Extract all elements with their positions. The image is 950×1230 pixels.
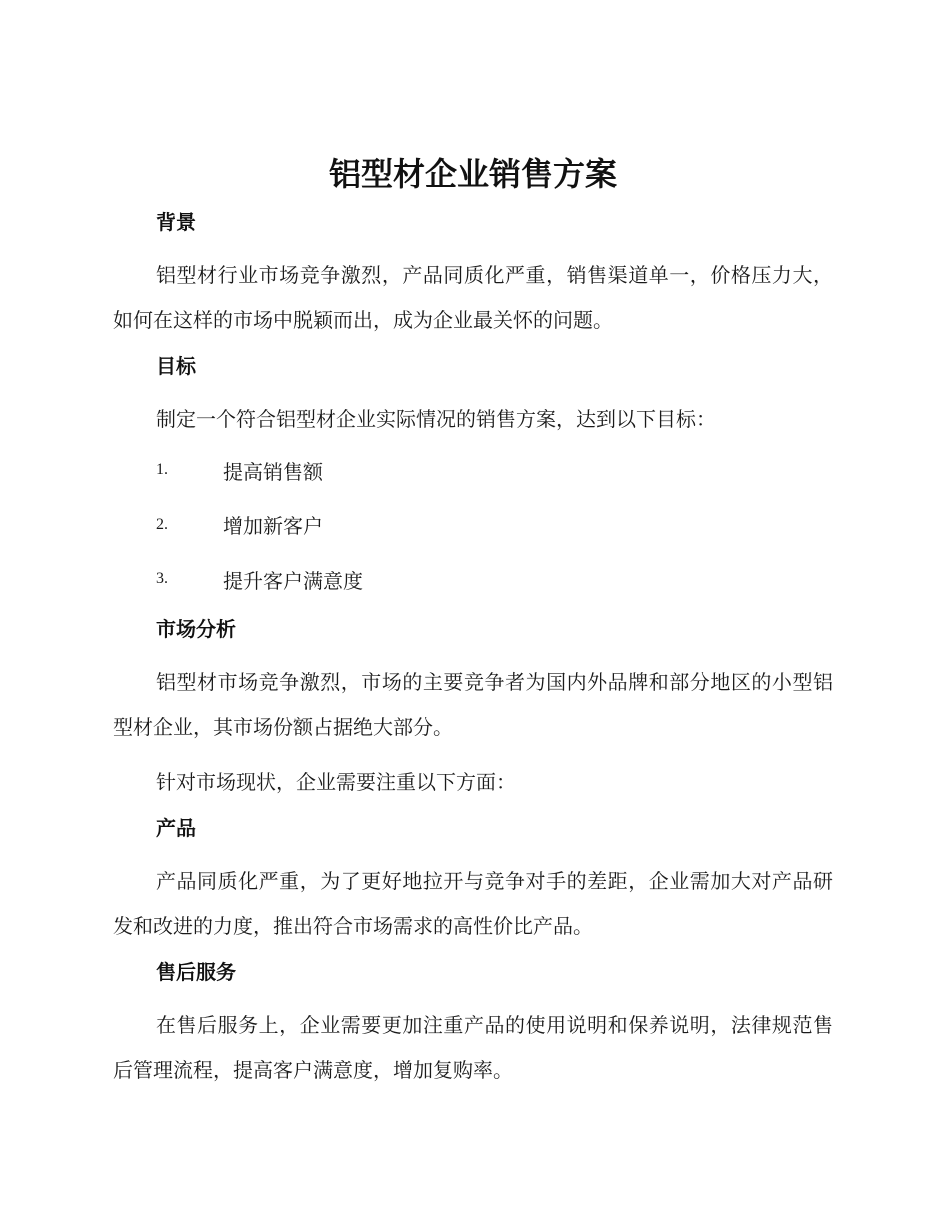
paragraph-background: 铝型材行业市场竞争激烈，产品同质化严重，销售渠道单一，价格压力大，如何在这样的市场中脱颖而出，成为企业最关怀的问题。 bbox=[113, 263, 833, 332]
heading-after-sales: 售后服务 bbox=[156, 959, 236, 984]
paragraph-goals-intro: 制定一个符合铝型材企业实际情况的销售方案，达到以下目标： bbox=[156, 407, 716, 431]
paragraph-after-sales: 在售后服务上，企业需要更加注重产品的使用说明和保养说明，法律规范售后管理流程，提高客户满意度，增加复购率。 bbox=[113, 1012, 833, 1082]
list-text: 提升客户满意度 bbox=[223, 568, 363, 593]
heading-goals: 目标 bbox=[156, 354, 196, 378]
list-number: 3. bbox=[156, 570, 168, 588]
document-page bbox=[113, 148, 833, 1094]
goals-list bbox=[113, 443, 833, 607]
list-number: 2. bbox=[156, 515, 168, 533]
list-item bbox=[113, 552, 833, 607]
paragraph-product: 产品同质化严重，为了更好地拉开与竞争对手的差距，企业需加大对产品研发和改进的力度，推出符合市场需求的高性价比产品。 bbox=[113, 868, 833, 938]
list-text: 增加新客户 bbox=[223, 514, 323, 539]
document-title: 铝型材企业销售方案 bbox=[328, 155, 617, 193]
paragraph-market-2: 针对市场现状，企业需要注重以下方面： bbox=[156, 769, 516, 794]
paragraph-market-1: 铝型材市场竞争激烈，市场的主要竞争者为国内外品牌和部分地区的小型铝型材企业，其市场份额占据绝大部分。 bbox=[113, 669, 833, 739]
list-item bbox=[113, 443, 833, 498]
heading-product: 产品 bbox=[156, 815, 196, 840]
list-number: 1. bbox=[156, 461, 168, 479]
heading-background: 背景 bbox=[156, 210, 196, 234]
list-text: 提高销售额 bbox=[223, 459, 323, 484]
heading-market-analysis: 市场分析 bbox=[156, 616, 236, 641]
list-item bbox=[113, 498, 833, 553]
